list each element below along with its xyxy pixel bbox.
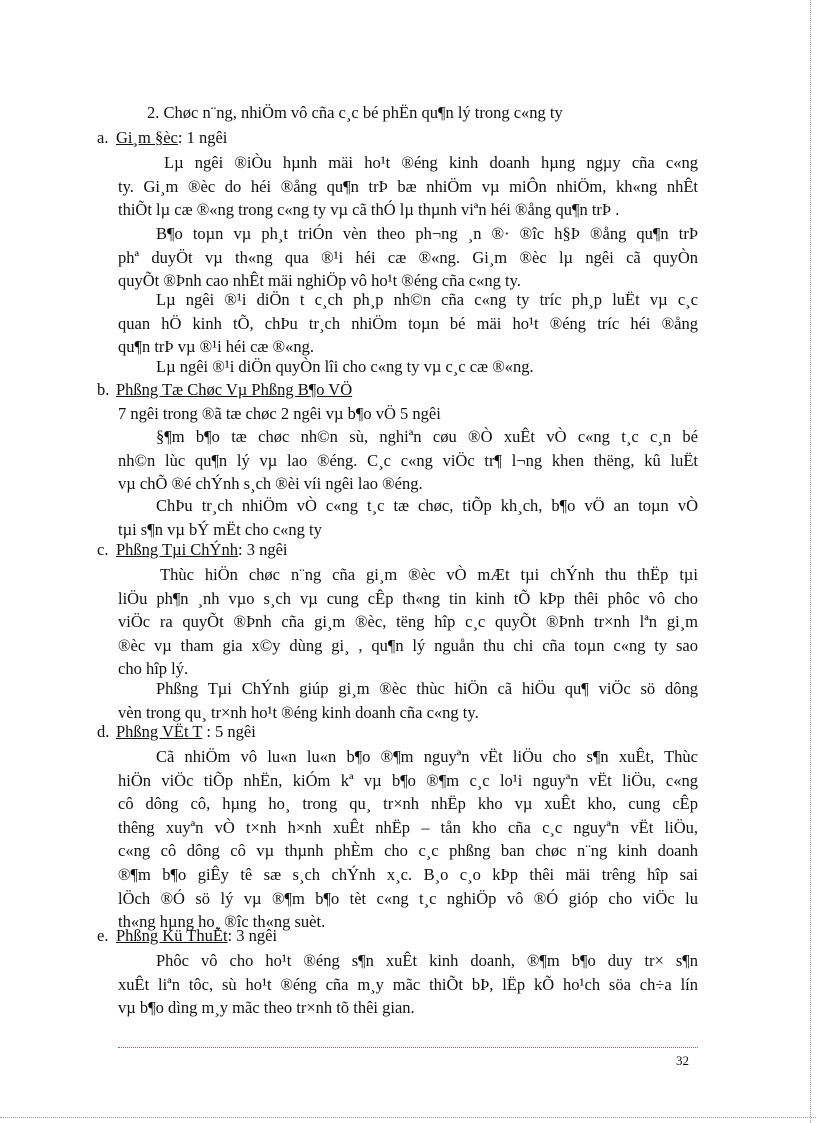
section-letter: d.: [97, 722, 110, 741]
section-title: Phßng VËt T: [116, 722, 203, 741]
section-letter: c.: [97, 540, 109, 559]
text-line: thiÕt lµ cæ ®«ng trong c«ng ty vµ cã thÓ lµ thµnh viªn héi ®ång qu¶n trÞ .: [118, 200, 620, 220]
text-line: cho hîp lý.: [118, 659, 189, 679]
section-e-paragraph-1: [118, 949, 698, 1020]
section-title: Phßng Tµi ChÝnh: [116, 540, 238, 559]
text-line: nh©n lùc qu¶n lý vµ lao ®éng. C¸c c«ng viÖc tr¶ l¬ng khen thëng, kû luËt: [118, 450, 698, 470]
text-line: c«ng cô dông cô vµ thµnh phÈm cho c¸c phßng ban chøc n¨ng kinh doanh: [118, 841, 698, 861]
section-a-paragraph-4: [118, 355, 698, 379]
text-line: ®¶m b¶o giÊy tê sæ s¸ch chÝnh x¸c. B¸o c¸o kÞp thêi mäi trêng hîp sai: [118, 864, 698, 884]
section-letter: a.: [97, 128, 109, 147]
section-suffix: : 3 ngêi: [237, 540, 288, 559]
page-right-edge: [810, 0, 811, 1123]
text-line: Thùc hiÖn chøc n¨ng cña gi¸m ®èc vÒ mÆt tµi chÝnh thu thËp tµi: [160, 565, 698, 584]
text-line: tµi s¶n vµ bÝ mËt cho c«ng ty: [118, 519, 322, 539]
text-line: vèn trong qu¸ tr×nh ho¹t ®éng kinh doanh cña c«ng ty.: [118, 702, 479, 722]
section-heading: 2. Chøc n¨ng, nhiÖm vô cña c¸c bé phËn qu¶n lý trong c«ng ty: [147, 103, 563, 122]
text-line: lÖch ®Ó sö lý vµ ®¶m b¶o tèt c«ng t¸c nghiÖp vô ®Ó gióp cho viÖc lu: [118, 888, 698, 908]
text-line: quan hÖ kinh tÕ, chÞu tr¸ch nhiÖm toµn bé mäi ho¹t ®éng tríc héi ®ång: [118, 313, 698, 333]
text-line: Phôc vô cho ho¹t ®éng s¶n xuÊt kinh doanh, ®¶m b¶o duy tr× s¶n: [156, 951, 698, 970]
section-c-label: [97, 540, 287, 560]
section-b-paragraph-3: [118, 494, 698, 541]
section-suffix: : 5 ngêi: [202, 722, 256, 741]
section-b-label: [97, 380, 352, 400]
section-letter: b.: [97, 380, 110, 399]
section-c-paragraph-1: [118, 563, 698, 681]
text-line: hiÖn viÖc tiÕp nhËn, kiÓm kª vµ b¶o ®¶m c¸c lo¹i nguyªn vËt liÖu, c«ng: [118, 770, 698, 790]
section-a-paragraph-2: [118, 222, 698, 293]
text-line: §¶m b¶o tæ chøc nh©n sù, nghiªn cøu ®Ò xuÊt vÒ c«ng t¸c c¸n bé: [156, 427, 698, 446]
text-line: liÖu ph¶n ¸nh vµo s¸ch vµ cung cÊp th«ng tin kinh tÕ kÞp thêi phôc vô cho: [118, 588, 698, 608]
text-line: thêng xuyªn vÒ t×nh h×nh xuÊt nhËp – tån kho cña c¸c nguyªn vËt liÖu,: [118, 817, 698, 837]
text-line: cô dông cô, hµng ho¸ trong qu¸ tr×nh nhËp kho vµ xuÊt kho, cung cÊp: [118, 794, 698, 814]
text-line: ®èc vµ tham gia x©y dùng gi¸ , qu¶n lý nguån thu chi cña toµn c«ng ty sao: [118, 635, 698, 655]
text-line: vµ b¶o dìng m¸y mãc theo tr×nh tõ thêi gian.: [118, 998, 415, 1018]
section-suffix: : 1 ngêi: [177, 128, 228, 147]
text-line: xuÊt liªn tôc, sù ho¹t ®éng cña m¸y mãc thiÕt bÞ, lËp kÕ ho¹ch söa ch÷a lín: [118, 974, 698, 994]
text-line: th«ng hµng ho¸ ®îc th«ng suèt.: [118, 912, 326, 932]
text-line: viÖc ra quyÕt ®Þnh cña gi¸m ®èc, tëng hîp c¸c quyÕt ®Þnh tr×nh lªn gi¸m: [118, 612, 698, 632]
text-line: Lµ ngêi ®¹i diÖn quyÒn lîi cho c«ng ty vµ c¸c cæ ®«ng.: [156, 357, 534, 376]
text-line: Cã nhiÖm vô lu«n lu«n b¶o ®¶m nguyªn vËt liÖu cho s¶n xuÊt, Thùc: [156, 747, 698, 766]
section-suffix: : 3 ngêi: [227, 926, 278, 945]
section-title: Gi¸m §èc: [116, 128, 178, 147]
page-bottom-edge: [0, 1117, 816, 1118]
text-line: Phßng Tµi ChÝnh giúp gi¸m ®èc thùc hiÖn cã hiÖu qu¶ viÖc sö dông: [156, 679, 698, 698]
section-e-label: [97, 926, 277, 946]
text-line: Lµ ngêi ®iÒu hµnh mäi ho¹t ®éng kinh doanh hµng ngµy cña c«ng: [164, 153, 698, 172]
text-line: quyÕt ®Þnh cao nhÊt mäi nghiÖp vô ho¹t ®éng cña c«ng ty.: [118, 271, 521, 291]
section-b-paragraph-2: [118, 425, 698, 496]
section-c-paragraph-2: [118, 677, 698, 724]
footer-divider: [118, 1047, 698, 1048]
text-line: 7 ngêi trong ®ã tæ chøc 2 ngêi vµ b¶o vÖ 5 ngêi: [118, 404, 441, 423]
page-number: 32: [676, 1053, 689, 1068]
text-line: qu¶n trÞ vµ ®¹i héi cæ ®«ng.: [118, 337, 314, 357]
section-b-paragraph-1: [118, 402, 698, 426]
text-line: B¶o toµn vµ ph¸t triÓn vèn theo ph¬ng ¸n ®· ®îc h§Þ ®ång qu¶n trÞ: [156, 224, 698, 243]
section-d-label: [97, 722, 256, 742]
section-a-label: [97, 128, 227, 148]
text-line: Lµ ngêi ®¹i diÖn t c¸ch ph¸p nh©n cña c«ng ty tríc ph¸p luËt vµ c¸c: [156, 290, 698, 309]
text-line: vµ chÕ ®é chÝnh s¸ch ®èi víi ngêi lao ®éng.: [118, 474, 423, 494]
section-d-paragraph-1: [118, 745, 698, 934]
section-a-paragraph-3: [118, 288, 698, 359]
section-a-paragraph-1: [118, 151, 698, 222]
text-line: ty. Gi¸m ®èc do héi ®ång qu¶n trÞ bæ nhiÖm vµ miÔn nhiÖm, kh«ng nhÊt: [118, 176, 698, 196]
section-title: Phßng Kü ThuËt: [116, 926, 228, 945]
text-line: ChÞu tr¸ch nhiÖm vÒ c«ng t¸c tæ chøc, tiÕp kh¸ch, b¶o vÖ an toµn vÒ: [156, 496, 698, 515]
section-title: Phßng Tæ Chøc Vµ Phßng B¶o VÖ: [116, 380, 353, 399]
section-letter: e.: [97, 926, 109, 945]
text-line: phª duyÖt vµ th«ng qua ®¹i héi cæ ®«ng. Gi¸m ®èc lµ ngêi cã quyÒn: [118, 247, 698, 267]
